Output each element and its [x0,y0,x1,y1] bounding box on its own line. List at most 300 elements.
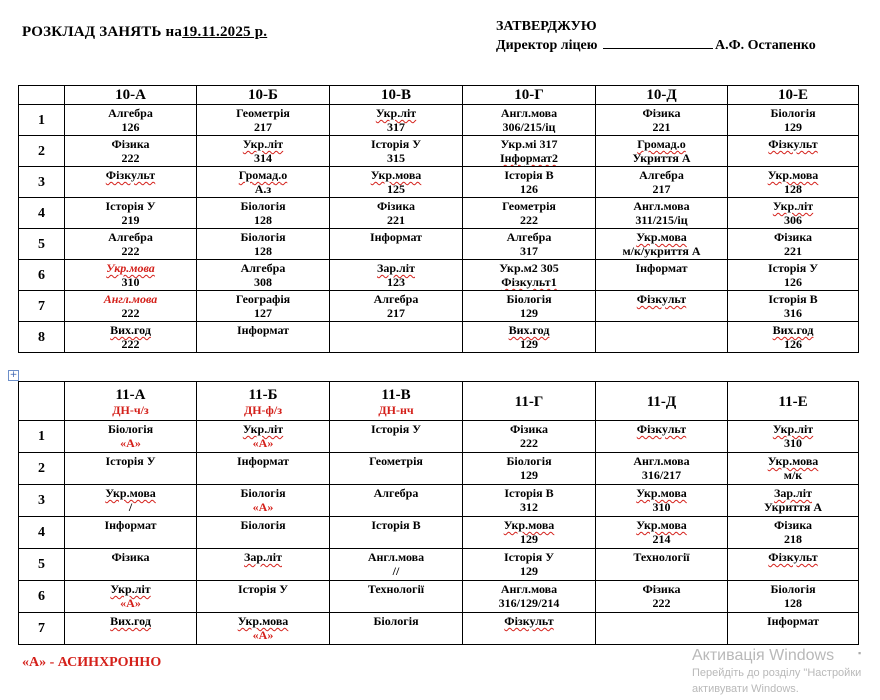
table-row [19,260,859,291]
room-number: 217 [254,120,272,134]
class-name: 10-Б [248,87,278,103]
lesson-number: 7 [19,613,65,645]
room-number: Інформат2 [499,151,559,165]
lesson-cell [596,613,728,645]
subject-name: Біологія [770,106,816,120]
schedule-table-grade-10 [18,85,859,353]
lesson-number: 7 [19,291,65,322]
subject-name: Географія [235,292,291,306]
subject-name: Укр.мова [636,518,687,532]
class-name: 11-Д [646,393,677,410]
subject-name: Укр.літ [242,422,284,436]
lesson-cell [330,105,463,136]
table-header-row [19,86,859,105]
lesson-cell [728,260,859,291]
lesson-cell [330,421,463,453]
class-header-5 [728,382,859,421]
lesson-cell [330,453,463,485]
class-header-4 [596,86,728,105]
subject-name: Історія У [105,454,156,468]
subject-name: Укр.мова [636,486,687,500]
lesson-cell [65,453,197,485]
lesson-cell [728,136,859,167]
room-number: 221 [387,213,405,227]
subject-name: Алгебра [373,486,419,500]
approve-name: А.Ф. Остапенко [714,38,816,53]
subject-name: Історія В [768,292,818,306]
lesson-cell [65,549,197,581]
lesson-cell [463,291,596,322]
subject-name: Геометрія [236,106,290,120]
subject-name: Англ.мова [500,106,558,120]
subject-name: Історія У [237,582,289,596]
room-number: 214 [652,532,671,546]
subject-name: Фізика [509,422,549,436]
lesson-cell [197,613,330,645]
room-number: 316/129/214 [498,596,560,610]
subject-name: Укр.літ [242,137,284,151]
table-row [19,453,859,485]
table-row [19,291,859,322]
subject-name: Історія В [371,518,421,532]
lesson-number: 4 [19,198,65,229]
class-header-4 [596,382,728,421]
class-name: 11-Г [514,393,544,410]
lesson-cell [596,105,728,136]
subject-name: Інформат [236,454,290,468]
subject-name: Зар.літ [377,261,415,275]
subject-name: Укр.мова [370,168,422,182]
class-profile: ДН-ч/з [112,403,149,417]
table-row [19,105,859,136]
lesson-cell [65,613,197,645]
room-number: 126 [121,120,140,134]
subject-name: Громад.о [637,137,686,151]
schedule-table-grade-11 [18,381,859,645]
class-name: 10-Д [646,87,677,103]
subject-name: Вих.год [772,323,814,337]
lesson-cell [197,105,330,136]
table-row [19,613,859,645]
class-header-0 [65,382,197,421]
subject-name: Зар.літ [244,550,282,564]
subject-name: Історія У [503,550,555,564]
lesson-cell [463,136,596,167]
room-number: 222 [121,151,140,165]
lesson-cell [463,167,596,198]
class-header-3 [463,382,596,421]
watermark-line-3: активувати Windows. [692,683,799,695]
lesson-cell [463,322,596,353]
table-row [19,136,859,167]
subject-name: Геометрія [502,199,556,213]
lesson-cell [596,517,728,549]
subject-name: Біологія [240,199,286,213]
lesson-cell [463,453,596,485]
lesson-cell [197,517,330,549]
lesson-cell [65,517,197,549]
subject-name: Громад.о [238,168,288,182]
subject-name: Алгебра [108,106,153,120]
room-number: «А» [252,436,274,450]
lesson-cell [728,453,859,485]
lesson-cell [463,229,596,260]
lesson-cell [596,260,728,291]
room-number: 222 [121,306,140,320]
subject-name: Інформат [104,518,157,532]
class-name: 11-А [115,387,146,403]
class-header-2 [330,86,463,105]
room-number: м/к [783,468,803,482]
lesson-cell [728,485,859,517]
class-name: 11-Е [778,393,808,410]
lesson-cell [596,322,728,353]
class-name: 10-В [381,87,411,103]
lesson-cell [728,105,859,136]
lesson-cell [463,549,596,581]
subject-name: Укр.мова [767,168,819,182]
room-number: 129 [520,337,538,351]
lesson-number: 6 [19,581,65,613]
lesson-cell [596,549,728,581]
room-number: 221 [784,244,802,258]
lesson-cell [197,167,330,198]
room-number: 317 [520,244,538,258]
lesson-number: 2 [19,453,65,485]
lesson-cell [330,581,463,613]
lesson-cell [330,291,463,322]
lesson-cell [197,421,330,453]
room-number: 127 [254,306,272,320]
subject-name: Інформат [236,323,290,337]
subject-name: Укр.м2 305 [499,261,559,275]
subject-name: Алгебра [240,261,286,275]
lesson-cell [330,136,463,167]
subject-name: Алгебра [506,230,552,244]
room-number: 129 [520,564,538,578]
table-row [19,549,859,581]
class-profile: ДН-ф/з [243,403,283,417]
subject-name: Історія У [767,261,819,275]
room-number: / [128,500,133,514]
lesson-number: 2 [19,136,65,167]
subject-name: Англ.мова [633,199,690,213]
table-row [19,517,859,549]
room-number: 217 [387,306,405,320]
lesson-cell [65,198,197,229]
subject-name: Технології [633,550,690,564]
subject-name: Біологія [373,614,419,628]
subject-name: Укр.мова [106,261,155,275]
lesson-cell [197,453,330,485]
lesson-cell [728,549,859,581]
lesson-cell [65,105,197,136]
room-number: 218 [784,532,802,546]
room-number: // [392,564,400,578]
table-row [19,229,859,260]
room-number: Фізкульт1 [501,275,557,289]
table-header-row [19,382,859,421]
lesson-cell [197,291,330,322]
room-number: 128 [784,182,802,196]
room-number: 126 [784,275,802,289]
room-number: 221 [652,120,671,134]
subject-name: Історія У [370,137,422,151]
room-number: 128 [784,596,802,610]
room-number: «А» [120,436,141,450]
lesson-cell [330,260,463,291]
lesson-cell [463,485,596,517]
room-number: 308 [254,275,272,289]
lesson-cell [463,581,596,613]
class-header-1 [197,86,330,105]
lesson-number: 6 [19,260,65,291]
table-row [19,485,859,517]
subject-name: Фізика [376,199,416,213]
room-number: 306 [784,213,802,227]
signature-blank [603,37,713,49]
lesson-cell [197,581,330,613]
room-number: 316/217 [641,468,682,482]
lesson-cell [197,229,330,260]
windows-activation-watermark [692,646,861,697]
room-number: Укриття А [632,151,691,165]
room-number: 310 [784,436,802,450]
subject-name: Укр.літ [772,422,814,436]
lesson-cell [330,613,463,645]
subject-name: Історія В [504,486,554,500]
lesson-cell [596,291,728,322]
lesson-number: 3 [19,485,65,517]
lesson-cell [330,322,463,353]
class-name: 10-А [115,87,146,103]
lesson-cell [596,485,728,517]
watermark-marker-icon: ▪ [858,648,862,658]
subject-name: Укр.мі 317 [500,137,558,151]
class-header-0 [65,86,197,105]
lesson-cell [728,517,859,549]
class-name: 10-Г [514,87,544,103]
lesson-cell [596,453,728,485]
lesson-cell [65,485,197,517]
lesson-cell [596,229,728,260]
subject-name: Біологія [506,454,552,468]
subject-name: Фізкульт [768,137,818,151]
subject-name: Фізкульт [636,292,687,306]
room-number: 123 [387,275,405,289]
room-number: Укриття А [763,500,823,514]
lesson-cell [463,105,596,136]
lesson-cell [65,322,197,353]
room-number: 129 [520,468,538,482]
expand-icon[interactable]: + [9,370,18,380]
lesson-cell [197,136,330,167]
class-header-5 [728,86,859,105]
corner-cell [19,382,65,421]
lesson-cell [463,198,596,229]
lesson-cell [728,421,859,453]
room-number: 316 [784,306,802,320]
corner-cell [19,86,65,105]
subject-name: Фізика [111,137,150,151]
lesson-cell [463,613,596,645]
room-number: А.з [254,182,272,196]
lesson-cell [463,517,596,549]
subject-name: Історія В [504,168,554,182]
class-profile: ДН-нч [378,403,414,417]
title-date: 19.11.2025 р. [182,24,268,40]
subject-name: Фізкульт [105,168,156,182]
subject-name: Укр.літ [772,199,814,213]
lesson-cell [330,198,463,229]
room-number: 222 [520,213,538,227]
subject-name: Фізкульт [768,550,818,564]
table-row [19,322,859,353]
class-header-2 [330,382,463,421]
lesson-cell [65,229,197,260]
subject-name: Укр.мова [105,486,156,500]
lesson-cell [596,581,728,613]
lesson-cell [330,229,463,260]
watermark-line-2: Перейдіть до розділу "Настройки [692,667,862,679]
room-number: 306/215/іц [502,120,556,134]
subject-name: Укр.мова [767,454,819,468]
subject-name: Інформат [766,614,820,628]
approval-block [496,17,816,55]
subject-name: Історія У [105,199,156,213]
subject-name: Фізика [642,582,681,596]
room-number: 125 [387,182,405,196]
room-number: 217 [652,182,671,196]
schedule-title [22,24,267,41]
table-row [19,167,859,198]
table-row [19,198,859,229]
subject-name: Біологія [107,422,154,436]
approve-heading: ЗАТВЕРДЖУЮ [496,19,597,34]
room-number: 129 [520,532,538,546]
room-number: 222 [121,337,140,351]
subject-name: Історія У [370,422,422,436]
subject-name: Укр.літ [110,582,151,596]
lesson-cell [197,485,330,517]
lesson-number: 5 [19,549,65,581]
room-number: 129 [784,120,802,134]
subject-name: Англ.мова [633,454,690,468]
asynchronous-note: «А» - АСИНХРОННО [22,655,162,670]
lesson-cell [65,260,197,291]
subject-name: Фізика [773,518,813,532]
subject-name: Фізика [642,106,681,120]
lesson-cell [330,549,463,581]
class-name: 10-Е [778,87,808,103]
room-number: 219 [121,213,140,227]
lesson-cell [728,613,859,645]
lesson-cell [330,485,463,517]
lesson-cell [728,291,859,322]
lesson-number: 5 [19,229,65,260]
subject-name: Фізкульт [636,422,687,436]
table-row [19,421,859,453]
subject-name: Технології [367,582,425,596]
lesson-number: 4 [19,517,65,549]
subject-name: Англ.мова [500,582,558,596]
watermark-title: Активація Windows [692,647,835,664]
lesson-cell [65,167,197,198]
lesson-cell [728,167,859,198]
approve-signature-line [496,36,816,55]
room-number: 222 [520,436,538,450]
class-header-3 [463,86,596,105]
class-header-1 [197,382,330,421]
approve-position: Директор ліцею [496,38,598,53]
subject-name: Біологія [506,292,552,306]
lesson-cell [728,229,859,260]
room-number: 315 [387,151,405,165]
subject-name: Англ.мова [103,292,158,306]
subject-name: Укр.мова [503,518,555,532]
room-number: «А» [252,628,274,642]
lesson-cell [463,260,596,291]
subject-name: Англ.мова [367,550,425,564]
lesson-cell [728,322,859,353]
subject-name: Алгебра [108,230,153,244]
room-number: 317 [387,120,405,134]
room-number: 310 [652,500,671,514]
room-number: 312 [520,500,538,514]
subject-name: Фізкульт [504,614,554,628]
lesson-number: 1 [19,421,65,453]
room-number: 222 [652,596,671,610]
lesson-cell [65,421,197,453]
subject-name: Укр.мова [636,230,687,244]
lesson-cell [596,136,728,167]
room-number: «А» [120,596,141,610]
lesson-cell [728,198,859,229]
subject-name: Біологія [770,582,816,596]
lesson-cell [463,421,596,453]
subject-name: Геометрія [369,454,423,468]
lesson-cell [728,581,859,613]
class-name: 11-Б [248,387,278,403]
subject-name: Вих.год [110,614,151,628]
lesson-cell [596,167,728,198]
room-number: 314 [254,151,272,165]
lesson-cell [596,198,728,229]
subject-name: Укр.мова [237,614,289,628]
subject-name: Біологія [240,486,286,500]
subject-name: Алгебра [373,292,419,306]
subject-name: Зар.літ [774,486,812,500]
lesson-cell [65,291,197,322]
lesson-cell [197,549,330,581]
subject-name: Вих.год [110,323,151,337]
subject-name: Біологія [240,230,286,244]
room-number: 129 [520,306,538,320]
subject-name: Укр.літ [375,106,417,120]
lesson-cell [197,322,330,353]
lesson-cell [197,198,330,229]
lesson-cell [596,421,728,453]
subject-name: Вих.год [508,323,550,337]
subject-name: Алгебра [639,168,684,182]
lesson-cell [65,136,197,167]
class-name: 11-В [381,387,411,403]
room-number: 126 [784,337,802,351]
lesson-cell [330,167,463,198]
subject-name: Інформат [369,230,423,244]
lesson-cell [330,517,463,549]
lesson-number: 8 [19,322,65,353]
